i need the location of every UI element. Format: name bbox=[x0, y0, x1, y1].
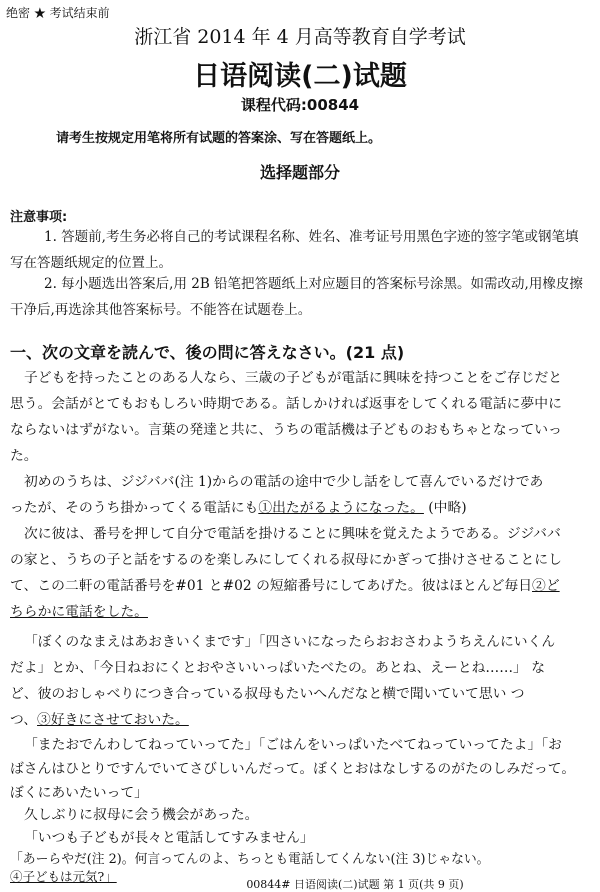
passage-line: た。 bbox=[10, 448, 38, 464]
passage-line: ばさんはひとりですんでいてさびしいんだって。ぼくとおはなしするのがたのしみだって。 bbox=[10, 761, 576, 777]
section-heading: 选择题部分 bbox=[259, 163, 340, 182]
confidential-label: 绝密 ★ 考试结束前 bbox=[6, 6, 110, 20]
passage-line: 初めのうちは、ジジババ(注 1)からの電話の途中で少し話をして喜んでいるだけであ bbox=[24, 474, 544, 490]
exam-main-title: 日语阅读(二)试题 bbox=[193, 61, 407, 92]
passage-line: 子どもを持ったことのある人なら、三歳の子どもが電話に興味を持つことをご存じだと bbox=[24, 370, 563, 386]
notes-title: 注意事项: bbox=[10, 210, 68, 225]
passage-line: 「いつも子どもが長々と電話してすみません」 bbox=[24, 830, 314, 846]
passage-line: ぼくにあいたいって」 bbox=[10, 785, 148, 801]
passage-line bbox=[10, 496, 467, 516]
passage-line: ならないはずがない。言葉の発達と共に、うちの電話機は子どものおもちゃとなっていっ bbox=[10, 422, 562, 438]
passage-text: て、この二軒の電話番号を#01 と#02 の短縮番号にしてあげた。彼はほとんど毎日 bbox=[10, 578, 533, 594]
page-footer: 00844# 日语阅读(二)试题 第 1 页(共 9 页) bbox=[246, 878, 464, 891]
underlined-phrase-4: ④子どもは元気?」 bbox=[10, 869, 117, 884]
underlined-phrase-2: ②ど bbox=[532, 578, 560, 594]
underlined-phrase-1: ①出たがるようになった。 bbox=[258, 500, 424, 516]
passage-line: 久しぶりに叔母に会う機会があった。 bbox=[24, 807, 259, 823]
passage-text: ったが、そのうち掛かってくる電話にも bbox=[10, 500, 259, 516]
passage-line: ど、彼のおしゃべりにつき合っている叔母もたいへんだなと横で聞いていて思い つ bbox=[10, 686, 525, 702]
underlined-phrase-3: ③好きにさせておいた。 bbox=[37, 712, 189, 728]
passage-note: (中略) bbox=[428, 500, 467, 516]
note-item: 2. 每小题选出答案后,用 2B 铅笔把答题纸上对应题目的答案标号涂黑。如需改动,用橡皮擦干净后,再选涂其他答案标号。不能答在试题卷上。 bbox=[10, 276, 583, 318]
passage-line: の家と、うちの子と話をするのを楽しみにしてくれる叔母にかぎって掛けさせることにし bbox=[10, 552, 562, 568]
passage-line: 「あーらやだ(注 2)。何言ってんのよ、ちっとも電話してくんない(注 3)じゃない。 bbox=[10, 852, 490, 867]
answer-instruction: 请考生按规定用笔将所有试题的答案涂、写在答题纸上。 bbox=[56, 131, 382, 146]
passage-line bbox=[10, 708, 189, 728]
underlined-phrase-2-cont: ちらかに電話をした。 bbox=[10, 604, 148, 620]
course-code: 课程代码:00844 bbox=[240, 96, 360, 114]
passage-line: 「ぼくのなまえはあおきいくまです」「四さいになったらおおさわようちえんにいくん bbox=[24, 634, 556, 650]
passage-line: だよ」とか、「今日ねおにくとおやさいいっぱいたべたの。あとね、えーとね……」 な bbox=[10, 660, 546, 676]
question-heading: 一、次の文章を読んで、後の問に答えなさい。(21 点) bbox=[10, 343, 405, 362]
passage-line bbox=[10, 574, 560, 594]
passage-line: 次に彼は、番号を押して自分で電話を掛けることに興味を覚えたようである。ジジババ bbox=[24, 526, 561, 542]
exam-title-line: 浙江省 2014 年 4 月高等教育自学考试 bbox=[134, 26, 466, 48]
passage-line: 「またおでんわしてねっていってた」「ごはんをいっぱいたべてねっていってたよ」「お bbox=[24, 737, 562, 753]
passage-text: つ、 bbox=[10, 712, 38, 728]
passage-line: 思う。会話がとてもおもしろい時期である。話しかければ返事をしてくれる電話に夢中に bbox=[10, 396, 562, 412]
note-item: 1. 答题前,考生务必将自己的考试课程名称、姓名、准考证号用黑色字迹的签字笔或钢笔填写在答题纸规定的位置上。 bbox=[10, 229, 579, 271]
